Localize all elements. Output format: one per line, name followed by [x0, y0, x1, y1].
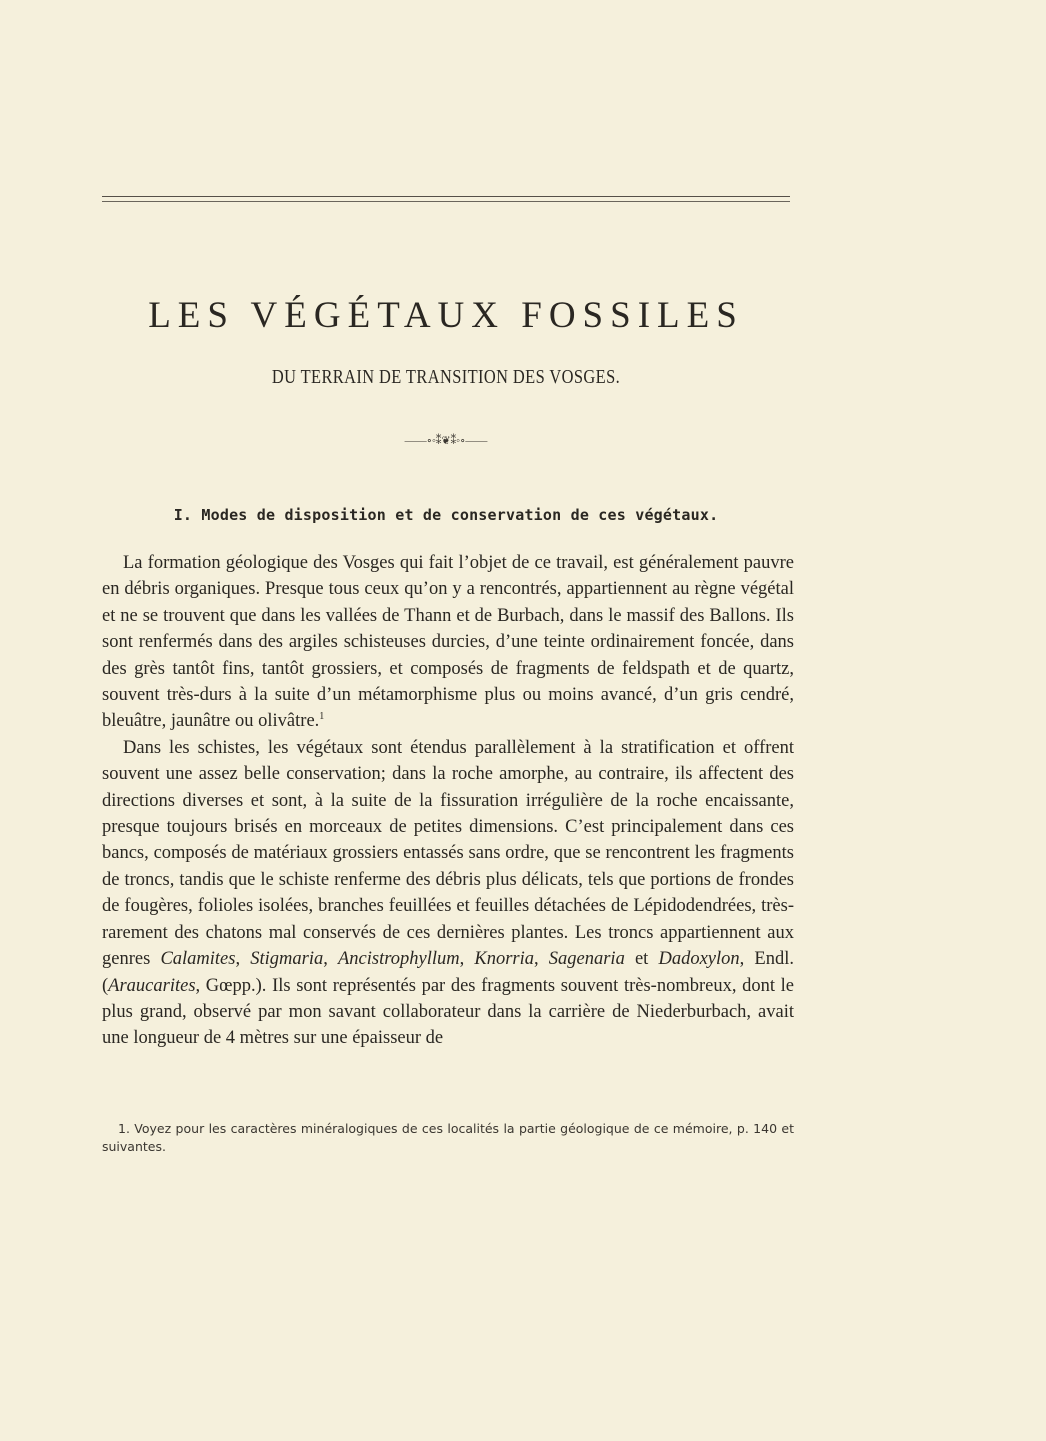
genus-araucarites: Araucarites: [108, 975, 196, 996]
separator: ,: [534, 949, 549, 970]
body-text: [102, 550, 794, 1052]
separator: ,: [459, 949, 475, 970]
paragraph-2: [102, 735, 794, 1052]
genus-knorria: Knorria: [474, 949, 534, 970]
genus-dadoxylon: Dadoxylon: [658, 949, 740, 970]
separator: ,: [235, 949, 251, 970]
genus-calamites: Calamites: [160, 949, 236, 970]
section-heading: I. Modes de disposition et de conservation de ces végétaux.: [173, 506, 719, 524]
footnote-mark: 1: [319, 711, 325, 723]
paragraph-2-text-a: Dans les schistes, les végétaux sont étendus parallèlement à la stratification et offrent souvent une assez belle conservation; dans la roche amorphe, au contraire, ils affectent des directions diverses et sont, à la suite de la fissuration irrégulière de la roche encaissante, presque toujours brisés en morceaux de petites dimensions. C’est principalement dans ces bancs, composés de matériaux grossiers entassés sans ordre, que se rencontrent les fragments de troncs, tandis que le schiste renferme des débris plus délicats, tels que portions de frondes de fougères, folioles isolées, branches feuillées et feuilles détachées de Lépidodendrées, très-rarement des chatons mal conservés de ces dernières plantes. Les troncs appartiennent aux genres: [102, 737, 794, 970]
separator: ,: [323, 949, 338, 970]
ornament-divider: ——∘◦⁑❦⁑◦∘——: [404, 435, 488, 447]
paragraph-1: [102, 550, 794, 735]
footnote: 1. Voyez pour les caractères minéralogiques de ces localités la partie géologique de ce mémoire, p. 140 et suivantes.: [102, 1121, 794, 1154]
top-rule-thick: [102, 196, 790, 197]
separator: , Endl. (: [102, 949, 794, 996]
genus-stigmaria: Stigmaria: [250, 949, 324, 970]
paragraph-2-text-b: , Gœpp.). Ils sont représentés par des fragments souvent très-nombreux, dont le plus grand, observé par mon savant collaborateur dans la carrière de Niederburbach, avait une longueur de 4 mètres sur une épaisseur de: [102, 975, 794, 1049]
paragraph-1-text: La formation géologique des Vosges qui fait l’objet de ce travail, est généralement pauvre en débris organiques. Presque tous ceux qu’on y a rencontrés, appartiennent au règne végétal et ne se trouvent que dans les vallées de Thann et de Burbach, dans le massif des Ballons. Ils sont renfermés dans des argiles schisteuses durcies, d’une teinte ordinairement foncée, dans des grès tantôt fins, tantôt grossiers, et composés de fragments de feldspath et de quartz, souvent très-durs à la suite d’un métamorphisme plus ou moins avancé, d’un gris cendré, bleuâtre, jaunâtre ou olivâtre.: [102, 553, 794, 732]
page-subtitle: DU TERRAIN DE TRANSITION DES VOSGES.: [271, 366, 621, 388]
separator: et: [624, 949, 659, 970]
top-rule-thin: [102, 201, 790, 202]
genus-ancistrophyllum: Ancistrophyllum: [337, 949, 460, 970]
genus-sagenaria: Sagenaria: [548, 949, 625, 970]
page-title: LES VÉGÉTAUX FOSSILES: [148, 295, 744, 336]
